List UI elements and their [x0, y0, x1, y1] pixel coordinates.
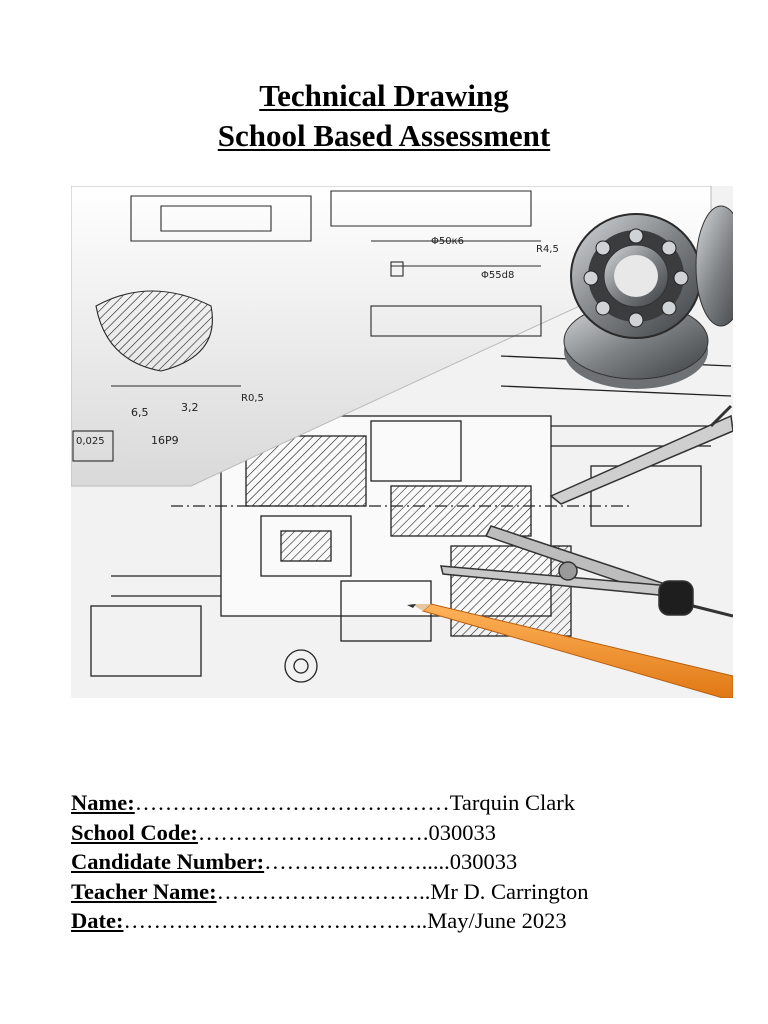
svg-text:R0,5: R0,5 — [241, 393, 264, 404]
name-row — [71, 788, 588, 818]
teacher-name-row — [71, 877, 588, 907]
date-value: May/June 2023 — [427, 908, 567, 934]
blueprint-drawing-icon — [71, 186, 733, 698]
teacher-name-label: Teacher Name: — [71, 878, 217, 904]
svg-text:Φ50к6: Φ50к6 — [431, 236, 464, 247]
technical-drawing-illustration — [71, 186, 733, 698]
document-subtitle: School Based Assessment — [217, 118, 551, 153]
candidate-number-row — [71, 847, 588, 877]
candidate-info — [71, 788, 588, 936]
name-label: Name: — [71, 790, 135, 815]
school-code-label: School Code: — [71, 819, 198, 845]
teacher-name-value: Mr D. Carrington — [430, 878, 589, 904]
name-value: Tarquin Clark — [449, 790, 576, 815]
document-title: Technical Drawing — [259, 78, 509, 113]
school-code-row — [71, 818, 588, 848]
school-code-dots: …………………………. — [197, 819, 429, 845]
svg-text:R4,5: R4,5 — [536, 244, 559, 255]
svg-text:3,2: 3,2 — [181, 401, 199, 414]
teacher-name-dots: ……………………….. — [216, 878, 431, 904]
svg-text:Φ55d8: Φ55d8 — [481, 270, 515, 281]
date-row — [71, 906, 588, 936]
school-code-value: 030033 — [428, 819, 497, 845]
svg-text:6,5: 6,5 — [131, 406, 149, 419]
svg-text:0,025: 0,025 — [76, 436, 105, 447]
date-label: Date: — [71, 908, 124, 934]
svg-text:16P9: 16P9 — [151, 434, 179, 447]
candidate-number-label: Candidate Number: — [71, 849, 265, 875]
candidate-number-dots: …………………..... — [264, 849, 450, 875]
date-dots: ………………………………….. — [123, 908, 428, 934]
name-dots: …………………………………… — [134, 790, 450, 815]
candidate-number-value: 030033 — [449, 849, 518, 875]
